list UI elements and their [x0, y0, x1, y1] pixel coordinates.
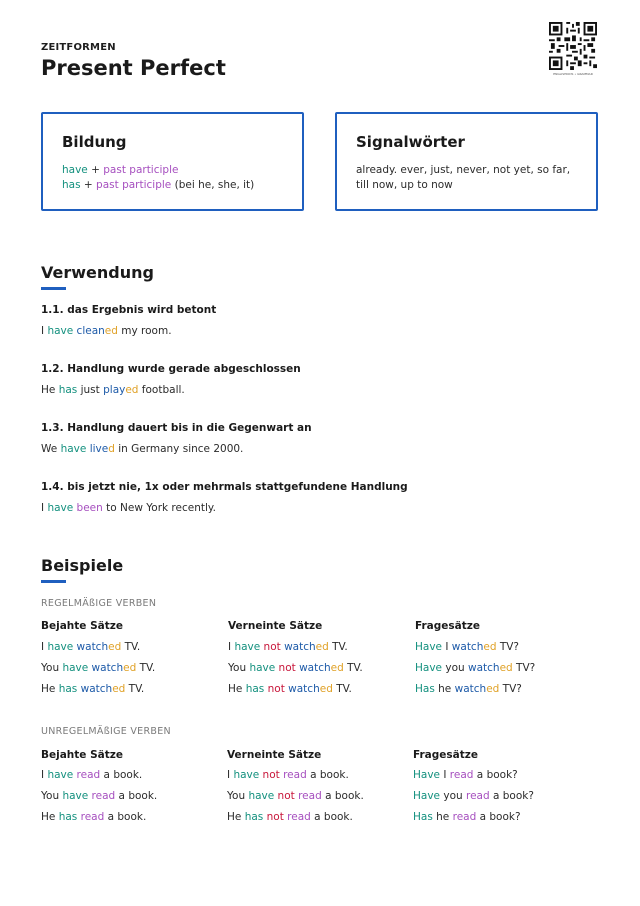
text-segment: I [41, 641, 48, 653]
usage-example [41, 443, 243, 455]
text-segment: Has [413, 811, 433, 823]
text-segment: football. [138, 384, 185, 396]
text-segment: has [62, 179, 81, 191]
text-segment: watch [91, 662, 124, 674]
text-segment: a book. [100, 769, 143, 781]
text-segment: have [47, 502, 74, 514]
text-segment: have [62, 164, 88, 176]
text-segment: Have [415, 662, 443, 674]
text-segment: read [452, 811, 477, 823]
text-segment: ed [125, 384, 139, 396]
example-cell [41, 790, 157, 802]
text-segment: been [76, 502, 103, 514]
text-segment: watch [467, 662, 500, 674]
text-segment: Have [413, 790, 441, 802]
text-segment: read [287, 811, 311, 823]
bildung-heading: Bildung [62, 133, 127, 151]
usage-title: 1.1. das Ergebnis wird betont [41, 304, 217, 316]
text-segment: read [283, 769, 307, 781]
text-segment: I [41, 325, 48, 337]
example-cell [228, 641, 348, 653]
example-cell [41, 769, 142, 781]
text-segment: read [80, 811, 105, 823]
text-segment: I [228, 641, 235, 653]
text-segment: have [47, 769, 74, 781]
text-segment: read [465, 790, 490, 802]
text-segment: Have [413, 769, 441, 781]
text-segment: You [227, 790, 249, 802]
example-cell [228, 683, 352, 695]
beispiele-heading: Beispiele [41, 556, 124, 575]
example-cell [41, 641, 140, 653]
example-cell [415, 683, 522, 695]
text-segment: a book. [104, 811, 147, 823]
group-label-irregular: UNREGELMÄßIGE VERBEN [41, 726, 171, 737]
page-title: Present Perfect [41, 56, 226, 80]
text-segment: not [277, 790, 295, 802]
text-segment: have [47, 325, 74, 337]
example-cell [227, 790, 364, 802]
text-segment: TV. [328, 641, 348, 653]
text-segment: watch [451, 641, 484, 653]
text-segment: not [266, 811, 284, 823]
verwendung-heading: Verwendung [41, 263, 154, 282]
text-segment: watch [299, 662, 331, 674]
usage-example [41, 325, 172, 337]
text-segment: ed [123, 662, 137, 674]
text-segment: a book? [489, 790, 534, 802]
text-segment: have [62, 790, 89, 802]
text-segment: TV? [499, 683, 522, 695]
text-segment: TV? [496, 641, 520, 653]
text-segment: clean [76, 325, 105, 337]
signalwoerter-heading: Signalwörter [356, 133, 465, 151]
section-underline [41, 580, 66, 583]
text-segment: read [449, 769, 474, 781]
signalwoerter-box [335, 112, 598, 211]
signalwoerter-line-2: till now, up to now [356, 179, 453, 191]
text-segment: a book. [306, 769, 349, 781]
text-segment: Have [415, 641, 443, 653]
group-label-regular: REGELMÄßIGE VERBEN [41, 598, 157, 609]
text-segment: He [41, 384, 59, 396]
text-segment: past participle [96, 179, 172, 191]
column-header-questions: Fragesätze [413, 749, 478, 761]
example-cell [415, 662, 535, 674]
bildung-line-2 [62, 178, 254, 193]
text-segment: has [245, 683, 265, 695]
text-segment: in Germany since 2000. [114, 443, 244, 455]
text-segment: you [440, 790, 466, 802]
usage-example [41, 502, 216, 514]
qr-code-icon [548, 22, 598, 70]
text-segment: a book? [476, 811, 521, 823]
text-segment: watch [454, 683, 487, 695]
example-cell [41, 811, 146, 823]
text-segment: have [60, 443, 87, 455]
text-segment: ed [315, 641, 329, 653]
text-segment: He [228, 683, 246, 695]
text-segment: have [234, 641, 261, 653]
text-segment: I [227, 769, 234, 781]
signalwoerter-line-1: already. ever, just, never, not yet, so far, [356, 164, 571, 176]
text-segment: have [233, 769, 260, 781]
example-cell [413, 811, 521, 823]
text-segment: ed [330, 662, 344, 674]
text-segment: d [108, 443, 115, 455]
text-segment: read [298, 790, 322, 802]
text-segment: not [263, 641, 281, 653]
text-segment: I [440, 769, 450, 781]
text-segment: a book. [321, 790, 364, 802]
text-segment: ed [499, 662, 513, 674]
text-segment: ed [108, 641, 122, 653]
example-cell [228, 662, 363, 674]
text-segment: watch [284, 641, 316, 653]
example-cell [227, 769, 349, 781]
text-segment: + [80, 179, 97, 191]
text-segment: has [244, 811, 264, 823]
example-cell [415, 641, 519, 653]
text-segment: read [91, 790, 116, 802]
bildung-line-1 [62, 163, 178, 178]
bildung-box [41, 112, 304, 211]
example-cell [227, 811, 353, 823]
text-segment: TV. [136, 662, 156, 674]
usage-title: 1.4. bis jetzt nie, 1x oder mehrmals stattgefundene Handlung [41, 481, 408, 493]
text-segment: has [58, 683, 78, 695]
text-segment: ed [319, 683, 333, 695]
text-segment: a book. [115, 790, 158, 802]
text-segment: past participle [103, 164, 179, 176]
text-segment: + [87, 164, 104, 176]
text-segment: he [432, 811, 453, 823]
text-segment: I [41, 769, 48, 781]
text-segment: watch [80, 683, 113, 695]
text-segment: He [41, 811, 59, 823]
text-segment: ed [486, 683, 500, 695]
text-segment: TV. [343, 662, 363, 674]
text-segment: read [76, 769, 101, 781]
text-segment: have [62, 662, 89, 674]
text-segment: You [228, 662, 250, 674]
text-segment: not [267, 683, 285, 695]
text-segment: ed [112, 683, 126, 695]
text-segment: he [434, 683, 455, 695]
text-segment: live [89, 443, 109, 455]
text-segment: my room. [117, 325, 172, 337]
text-segment: you [442, 662, 468, 674]
column-header-negative: Verneinte Sätze [227, 749, 322, 761]
text-segment: have [248, 790, 275, 802]
example-cell [413, 790, 534, 802]
text-segment: to New York recently. [102, 502, 216, 514]
text-segment: TV? [512, 662, 536, 674]
column-header-questions: Fragesätze [415, 620, 480, 632]
text-segment: You [41, 790, 63, 802]
text-segment: Has [415, 683, 435, 695]
text-segment: has [58, 811, 78, 823]
text-segment: a book. [310, 811, 353, 823]
qr-caption: ENGLISHKIDS • GRAMMAR [553, 72, 593, 76]
text-segment: I [41, 502, 48, 514]
text-segment: have [47, 641, 74, 653]
text-segment: just [77, 384, 104, 396]
text-segment: has [58, 384, 78, 396]
example-cell [41, 683, 144, 695]
kicker: ZEITFORMEN [41, 42, 116, 53]
text-segment: TV. [125, 683, 145, 695]
usage-title: 1.2. Handlung wurde gerade abgeschlossen [41, 363, 301, 375]
text-segment: TV. [121, 641, 141, 653]
column-header-affirmative: Bejahte Sätze [41, 749, 123, 761]
text-segment: not [262, 769, 280, 781]
usage-title: 1.3. Handlung dauert bis in die Gegenwart an [41, 422, 312, 434]
text-segment: (bei he, she, it) [171, 179, 255, 191]
text-segment: He [227, 811, 245, 823]
text-segment: I [442, 641, 452, 653]
usage-example [41, 384, 185, 396]
text-segment: watch [76, 641, 109, 653]
text-segment: not [278, 662, 296, 674]
text-segment: play [103, 384, 126, 396]
example-cell [413, 769, 518, 781]
text-segment: ed [104, 325, 118, 337]
text-segment: You [41, 662, 63, 674]
text-segment: have [249, 662, 276, 674]
column-header-affirmative: Bejahte Sätze [41, 620, 123, 632]
text-segment: ed [483, 641, 497, 653]
text-segment: He [41, 683, 59, 695]
text-segment: a book? [473, 769, 518, 781]
column-header-negative: Verneinte Sätze [228, 620, 323, 632]
section-underline [41, 287, 66, 290]
text-segment: watch [288, 683, 320, 695]
example-cell [41, 662, 155, 674]
text-segment: We [41, 443, 61, 455]
text-segment: TV. [332, 683, 352, 695]
